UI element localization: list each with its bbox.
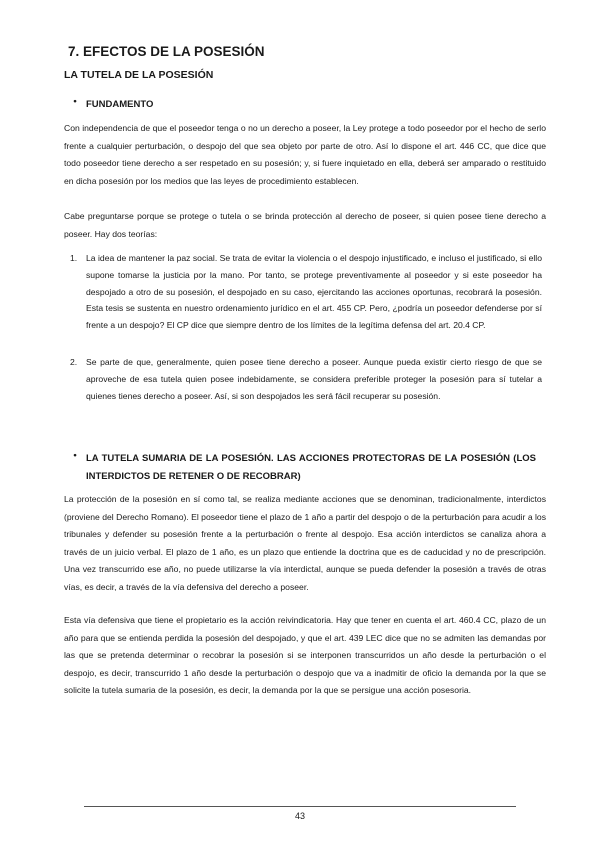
list-number: 2. <box>70 357 78 367</box>
bullet-heading-tutela-sumaria <box>64 450 536 486</box>
subheading: LA TUTELA DE LA POSESIÓN <box>64 69 214 81</box>
bullet: • <box>73 96 77 107</box>
bullet: • <box>73 450 77 461</box>
list-number: 1. <box>70 253 78 263</box>
section-heading: 7. EFECTOS DE LA POSESIÓN <box>68 44 265 59</box>
list-item <box>70 354 546 404</box>
bullet-title: LA TUTELA SUMARIA DE LA POSESIÓN. LAS ACCIONES PROTECTORAS DE LA POSESIÓN (LOS INTERDICTOS DE RETENER O DE RECOBRAR) <box>86 453 536 482</box>
bullet-heading-fundamento <box>64 96 536 114</box>
bullet-title: FUNDAMENTO <box>86 99 154 110</box>
list-text: Se parte de que, generalmente, quien posee tiene derecho a poseer. Aunque pueda existir cierto riesgo de que se aproveche de esa tutela quien posee indebidamente, se considera preferible proteger la posesión para sí tutelar a quienes tienes derecho a poseer. Así, si son despojados les será fácil recuperar su posesión. <box>86 357 542 401</box>
list-text: La idea de mantener la paz social. Se trata de evitar la violencia o el despojo injustificado, e incluso el justificado, si ello supone tomarse la justicia por la mano. Por tanto, se protege preventivamente al poseedor y si este poseedor ha despojado a otro de su posesión, el despojado en su caso, ejercitando las acciones oportunas, recobrará la posesión. Esta tesis se sustenta en nuestro ordenamiento jurídico en el art. 455 CP. Pero, ¿podría un poseedor defenderse por sí frente a un despojo? El CP dice que siempre dentro de los límites de la legítima defensa del art. 20.4 CP. <box>86 253 542 331</box>
paragraph: Esta vía defensiva que tiene el propietario es la acción reivindicatoria. Hay que tener en cuenta el art. 460.4 CC, plazo de un año para que se entienda perdida la posesión del despojado, y que el art. 439 LEC dice que no se admiten las demandas por las que se pretenda determinar o recobrar la posesión si se interponen transcurridos un año desde la perturbación o el despojo, es decir, transcurrido 1 año desde la perturbación o despojo que va a inadmitir de oficio la demanda por la que se solicite la tutela sumaria de la posesión, es decir, la demanda por la que se persigue una acción posesoria. <box>64 615 546 695</box>
page-number: 43 <box>294 811 305 821</box>
list-item <box>70 250 546 334</box>
paragraph: Con independencia de que el poseedor tenga o no un derecho a poseer, la Ley protege a todo poseedor por el hecho de serlo frente a cualquier perturbación, o despojo del que sea objeto por parte de otro. Así lo dispone el art. 446 CC, que dice que todo poseedor tiene derecho a ser respetado en su posesión; y, si fuere inquietado en ella, deberá ser amparado o restituido en dicha posesión por los medios que las leyes de procedimiento establecen. <box>64 123 546 186</box>
paragraph: La protección de la posesión en sí como tal, se realiza mediante acciones que se denominan, tradicionalmente, interdictos (proviene del Derecho Romano). El poseedor tiene el plazo de 1 año a partir del despojo o de la perturbación para acudir a los tribunales y defender su posesión frente a la perturbación o frente al despojo. Esa acción interdictos se canaliza ahora a través de un juicio verbal. El plazo de 1 año, es un plazo que entiende la doctrina que es de caducidad y no de prescripción. Una vez transcurrido ese año, no puede utilizarse la vía interdictal, aunque se pueda defender la posesión a través de otras vías, es decir, a través de la vía defensiva del derecho a poseer. <box>64 494 546 592</box>
paragraph: Cabe preguntarse porque se protege o tutela o se brinda protección al derecho de poseer, si quien posee tiene derecho a poseer. Hay dos teorías: <box>64 211 546 239</box>
footer-divider <box>84 806 516 807</box>
